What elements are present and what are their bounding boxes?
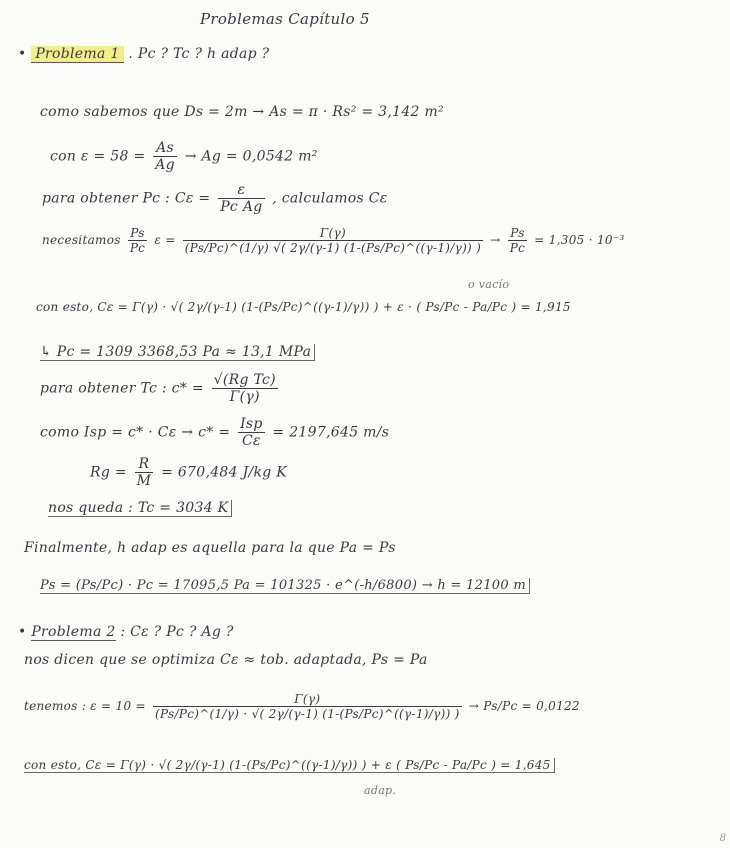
line-expansion-ratio: con ε = 58 = $\frac{As}{Ag}$ → Ag = 0,0542 m² (50, 140, 318, 173)
line-cstar-def: para obtener Tc : c* = $\frac{\text{√(Rg Tc)}}{\Gamma(\gamma)}$ (40, 372, 276, 405)
note-vacio: o vacío (468, 278, 510, 291)
line-thrust-coefficient: para obtener Pc : Cε = $\frac{\varepsilon}{\text{Pc Ag}}$ , calculamos Cε (42, 182, 388, 215)
line-h-adap: Ps = (Ps/Pc) · Pc = 17095,5 Pa = 101325 · e^(-h/6800) → h = 12100 m (40, 578, 530, 593)
line-gas-constant: Rg = $\frac{R}{M}$ = 670,484 J/kg K (90, 456, 288, 489)
problem-2-line-3: con esto, Cε = Γ(γ) · √( 2γ/(γ-1) (1-(Ps/Pc)^((γ-1)/γ)) ) + ε ( Ps/Pc - Pa/Pc ) = 1,645 (24, 758, 555, 772)
problem-1-heading-line: • Problema 1 . Pc ? Tc ? h adap ? (18, 46, 270, 62)
note-adap: adap. (364, 784, 397, 797)
line-cf-result: con esto, Cε = Γ(γ) · √( 2γ/(γ-1) (1-(Ps/Pc)^((γ-1)/γ)) ) + ε · ( Ps/Pc - Pa/Pc ) = 1,915 (36, 300, 571, 314)
problem-1-heading: Problema 1 (31, 46, 123, 63)
fraction-epsilon-formula: $\frac{\Gamma(\gamma)}{(Ps/Pc)\^{}(1/\gamma) √( 2\gamma/(\gamma-1) (1-(Ps/Pc)\^{}((\gamma-1)/\gamma)) )}$ (184, 226, 482, 255)
fraction-as-ag: $\frac{As}{Ag}$ (155, 140, 175, 173)
line-area: como sabemos que Ds = 2m → As = π · Rs² = 3,142 m² (40, 104, 444, 120)
problem-2-unknowns: : Cε ? Pc ? Ag ? (120, 624, 234, 640)
problem-2-heading-line: • Problema 2 : Cε ? Pc ? Ag ? (18, 624, 234, 640)
problem-2-line-1: nos dicen que se optimiza Cε ≈ tob. adaptada, Ps = Pa (24, 652, 428, 668)
line-finalmente: Finalmente, h adap es aquella para la que Pa = Ps (24, 540, 396, 556)
problem-2-line-2: tenemos : ε = 10 = $\frac{\Gamma(\gamma)}{(Ps/Pc)\^{}(1/\gamma) \cdot √( 2\gamma/(\gamma-1) (1-(Ps/Pc)\^{}((\gamma-1)/\gamma)) )}$ → Ps/Pc = 0,0122 (24, 692, 580, 721)
problem-2-heading: Problema 2 (31, 624, 116, 640)
line-pc-result: ↳ Pc = 1309 3368,53 Pa ≈ 13,1 MPa (40, 344, 315, 360)
page-number: 8 (719, 833, 726, 844)
line-tc-result: nos queda : Tc = 3034 K (48, 500, 232, 516)
line-pressure-ratio: necesitamos $\frac{Ps}{Pc}$ ε = $\frac{\Gamma(\gamma)}{(Ps/Pc)\^{}(1/\gamma) √( 2\gamma/(\gamma-1) (1-(Ps/Pc)\^{}((\gamma-1)/\gamma)) )}$ → $\frac{Ps}{Pc}$ = 1,305 · 10⁻³ (42, 226, 625, 255)
problem-1-unknowns: . Pc ? Tc ? h adap ? (128, 46, 270, 62)
fraction-eps-pcag: $\frac{\varepsilon}{\text{Pc Ag}}$ (220, 182, 263, 215)
line-cstar-value: como Isp = c* · Cε → c* = $\frac{\text{Isp}}{C\varepsilon}$ = 2197,645 m/s (40, 416, 390, 449)
page-title: Problemas Capítulo 5 (200, 10, 370, 28)
